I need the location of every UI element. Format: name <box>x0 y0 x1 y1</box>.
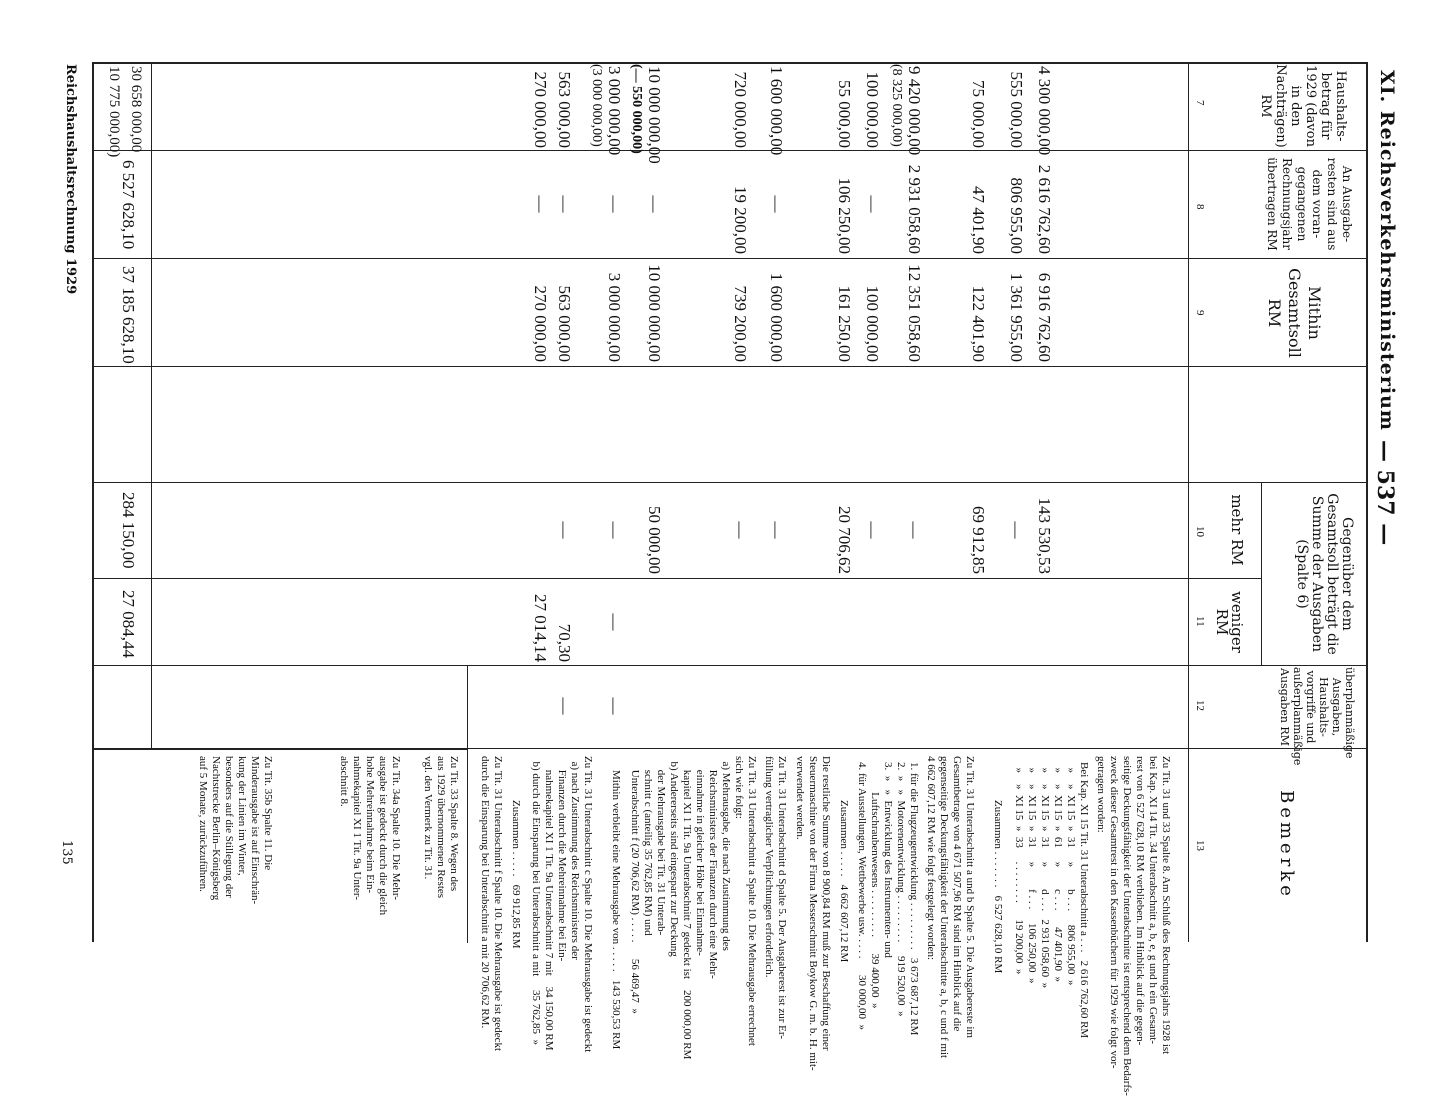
remark-8: Zu Tit. 33 Spalte 8. Wegen des aus 1929 übernommenen Restes vgl. den Vermerk zu Tit. 31. <box>422 756 460 899</box>
col-sep-2 <box>92 258 1368 259</box>
col7-header: Haushalts-betrag für 1929 (davon in den Nachträgen) RM <box>1258 64 1348 148</box>
remark-9: Zu Tit. 34a Spalte 10. Die Mehr- ausgabe ist gedeckt durch die gleich hohe Mehreinnahme beim Ein- nahmekapitel XI 1 Tit. 9a Unter- abschnitt 8. <box>338 756 402 916</box>
remark-1: Zu Tit. 31 und 33 Spalte 8. Am Schluß des Rechnungsjahrs 1928 ist bei Kap. XI 14 Tit. 34 Unterabschnitt a, b, e, g und h ein Gesamt- rest von 6 527 628,10 RM verblieben. Im Hinblick auf die gegen- seitige Deckungsfähigkeit der Unterabschnitte ist entsprechend dem Bedarfs- zweck dieser Gesamtrest in den Kassenbüchern für 1929 wie folgt vor- getragen worden: <box>1095 756 1172 1096</box>
cell-c10: — <box>555 521 574 539</box>
header-bottom-rule <box>1188 62 1189 942</box>
cell-c8: 19 200,00 <box>731 186 750 254</box>
cell-c7: 1 600 000,00 <box>767 66 786 156</box>
cell-c9: 100 000,00 <box>863 285 882 362</box>
cell-c7: 4 300 000,00 <box>1035 66 1054 156</box>
remark-lower-rule <box>94 748 468 750</box>
total-col7: 30 658 000,00 <box>128 66 144 153</box>
col7-number: 7 <box>1194 100 1206 106</box>
col-sep-5 <box>92 578 1262 579</box>
cell-c9: 122 401,90 <box>969 285 988 362</box>
cell-c8: — <box>645 195 664 213</box>
remark-2-list: 1. für die Flugzeugentwicklung . . . . . . . . . 3 673 687,12 RM 2. » » Motorenentwicklung . . . . . . . . . 919 520,00 » 3. » » Entwicklung des Instrumenten- und Luftschraubenwesens . . . . . . . . . 39 400,00 » 4. für Ausstellungen, Wettbewerbe usw. . . . . 30 000,00 » <box>856 762 920 1036</box>
total-col10: 284 150,00 <box>119 492 138 569</box>
page-number: — 537 — <box>1372 440 1398 546</box>
remark-10: Zu Tit. 35b Spalte 11. Die Minderausgabe ist auf Einschrän- kung der Linien im Winter, besonders auf die Stillegung der Nachtstrecke Berlin–Königsberg auf 5 Monate, zurückzuführen. <box>197 756 274 905</box>
cell-c8: — <box>531 195 550 213</box>
cell-c8: — <box>555 195 574 213</box>
cell-c8: 806 955,00 <box>1007 177 1026 254</box>
col9-header: Mithin Gesamtsoll RM <box>1265 268 1324 358</box>
cell-c7: 10 000 000,00 <box>645 66 664 164</box>
cell-c10: 50 000,00 <box>645 506 664 574</box>
group-sub-rule <box>1261 482 1262 665</box>
cell-c8: 47 401,90 <box>969 186 988 254</box>
cell-c7: 9 420 000,00 <box>905 66 924 156</box>
col10-number: 10 <box>1194 526 1206 537</box>
cell-c12: — <box>555 697 574 715</box>
col13-header: Bemerke <box>1276 790 1297 900</box>
remark-5: Zu Tit. 31 Unterabschnitt a Spalte 10. Die Mehrausgabe errechnet sich wie folgt: a) Mehrausgabe, die nach Zustimmung des Reichsministers der Finanzen durch eine Mehr- einnahme in gleicher Höhe bei Einnahme- kapitel XI 1 Tit. 9a Unterabschnitt 7 gedeckt ist 200 000,00 RM b) Andererseits sind eingespart zur Deckung der Mehrausgabe bei Tit. 31 Unterab- schnitt c (anteilig 35 762,85 RM) und Unterabschnitt f (20 706,62 RM) . . . . . 56 469,47 » <box>629 756 758 1060</box>
cell-c9: 161 250,00 <box>835 285 854 362</box>
col11-header: weniger RM <box>1213 591 1246 653</box>
table-bottom-rule <box>92 62 94 942</box>
col10-header: mehr RM <box>1228 494 1246 566</box>
total-col7-paren: 10 775 000,00) <box>106 66 122 158</box>
col-group-header: Gegenüber dem Gesamtsoll beträgt die Summe der Ausgaben (Spalte 6) <box>1294 493 1355 655</box>
cell-c7: 555 000,00 <box>1007 71 1026 148</box>
cell-c10: 69 912,85 <box>969 506 988 574</box>
col12-header: überplanmäßige Ausgaben, Haushalts-vorgriffe und außerplanmäßige Ausgaben RM <box>1278 667 1356 766</box>
cell-c10: — <box>731 521 750 539</box>
cell-c10: 143 530,53 <box>1035 497 1054 574</box>
chapter-title: XI. Reichsverkehrsministerium <box>1376 70 1398 432</box>
cell-c7-paren: (8 325 000,00) <box>889 64 904 147</box>
col13-number: 13 <box>1194 840 1206 851</box>
cell-c7-paren: (3 000 000,00) <box>589 64 604 147</box>
total-col11: 27 084,44 <box>119 590 138 658</box>
remark-2-sum: Zusammen . . . . . 4 662 607,12 RM <box>838 800 850 963</box>
cell-c7: 563 000,00 <box>555 71 574 148</box>
cell-c9: 1 600 000,00 <box>767 272 786 362</box>
remark-1-list: Bei Kap. XI 15 Tit. 31 Unterabschnitt a . . . 2 616 762,60 RM » » XI 15 » 31 » b . . . 806 955,00 » » » XI 15 » 61 » c . . . 47 401,90 » » » XI 15 » 31 » d . . . 2 931 058,60 » » » XI 15 » 31 » f . . . 106 250,00 » » » XI 15 » 33 . . . . . . . . 19 200,00 » <box>1013 762 1090 1039</box>
col11-number: 11 <box>1194 616 1206 627</box>
cell-c9: 12 351 058,60 <box>905 264 924 362</box>
cell-c10: 20 706,62 <box>835 506 854 574</box>
col9-number: 9 <box>1194 310 1206 316</box>
cell-c10: — <box>767 521 786 539</box>
cell-c8: 106 250,00 <box>835 177 854 254</box>
col-sep-1 <box>92 150 1368 151</box>
total-col8: 6 527 628,10 <box>119 160 138 250</box>
remark-6-sum: Zusammen . . . . . 69 912,85 RM <box>510 800 522 949</box>
cell-c11: 27 014,14 <box>531 594 550 662</box>
cell-c7: 55 000,00 <box>835 80 854 148</box>
cell-c10: — <box>863 521 882 539</box>
cell-c10: — <box>905 521 924 539</box>
cell-c7: 3 000 000,00 <box>605 66 624 156</box>
footer-title: Reichshaushaltsrechnung 1929 <box>63 64 78 295</box>
col-sep-6 <box>92 665 1368 666</box>
col12-number: 12 <box>1194 700 1206 711</box>
col-sep-4 <box>92 482 1368 483</box>
cell-c8: — <box>767 195 786 213</box>
remark-6: Zu Tit. 31 Unterabschnitt c Spalte 10. Die Mehrausgabe ist gedeckt a) nach Zustimmung des Reichsministers der Finanzen durch die Mehreinnahme bei Ein- nahmekapitel XI 1 Tit. 9a Unterabschnitt 7 mit 34 150,00 RM b) durch die Einsparung bei Unterabschnitt a mit 35 762,85 » <box>530 756 594 1053</box>
cell-c9: 1 361 955,00 <box>1007 272 1026 362</box>
cell-c7: 270 000,00 <box>531 71 550 148</box>
cell-c7: 720 000,00 <box>731 71 750 148</box>
cell-c8: 2 931 058,60 <box>905 164 924 254</box>
total-col9: 37 185 628,10 <box>119 266 138 364</box>
cell-c8: — <box>863 195 882 213</box>
cell-c9: 270 000,00 <box>531 285 550 362</box>
cell-c9: 3 000 000,00 <box>605 272 624 362</box>
cell-c7: 75 000,00 <box>969 80 988 148</box>
cell-c9: 6 916 762,60 <box>1035 272 1054 362</box>
cell-c12: — <box>605 697 624 715</box>
cell-c10: — <box>1007 521 1026 539</box>
cell-c7: 100 000,00 <box>863 71 882 148</box>
col-sep-0 <box>92 62 1368 64</box>
footer-page: 135 <box>59 840 74 865</box>
totals-rule <box>151 62 152 748</box>
cell-c11: — <box>605 613 624 631</box>
cell-c9: 10 000 000,00 <box>645 264 664 362</box>
cell-c10: — <box>605 521 624 539</box>
remark-1-sum: Zusammen . . . . . . . 6 527 628,10 RM <box>992 800 1004 974</box>
cell-c9: 563 000,00 <box>555 285 574 362</box>
col-sep-3 <box>92 366 1368 367</box>
cell-c7-paren: (— 550 000,00) <box>629 64 644 154</box>
remark-7: Zu Tit. 31 Unterabschnitt f Spalte 10. Die Mehrausgabe ist gedeckt durch die Einsparung bei Unterabschnitt a mit 20 706,62 RM. <box>479 756 504 1052</box>
remark-2: Zu Tit. 31 Unterabschnitt a und b Spalte 5. Die Ausgabereste im Gesamtbetrage von 4 671 507,96 RM sind im Hinblick auf die gegenseitige Deckungsfähigkeit der Unterabschnitte a, b, c und f mit 4 662 607,12 RM wie folgt festgelegt worden: <box>925 756 976 1059</box>
col8-header: An Ausgabe-resten sind aus dem voran-gegangenen Rechnungsjahr übertragen RM <box>1265 157 1354 251</box>
table-top-rule <box>1366 62 1368 942</box>
remark-3: Die restliche Summe von 8 900,84 RM muß zur Beschaffung einer Steuermaschine von der Firma Messerschmitt Boykow G. m. b. H. mit- verwendet werden. <box>794 756 832 1071</box>
remark-5-sum: Mithin verbleibt eine Mehrausgabe von . . . . . 143 530,53 RM <box>610 770 622 1050</box>
digitization-note <box>1412 80 1428 980</box>
cell-c9: 739 200,00 <box>731 285 750 362</box>
cell-c8: 2 616 762,60 <box>1035 164 1054 254</box>
cell-c11: 70,30 <box>555 623 574 662</box>
remark-4: Zu Tit. 31 Unterabschnitt d Spalte 5. Der Ausgaberest ist zur Er- füllung vertraglicher Verpflichtungen erforderlich. <box>763 756 788 1039</box>
remark-lower-hrule <box>467 665 468 943</box>
cell-c8: — <box>605 195 624 213</box>
col8-number: 8 <box>1194 204 1206 210</box>
